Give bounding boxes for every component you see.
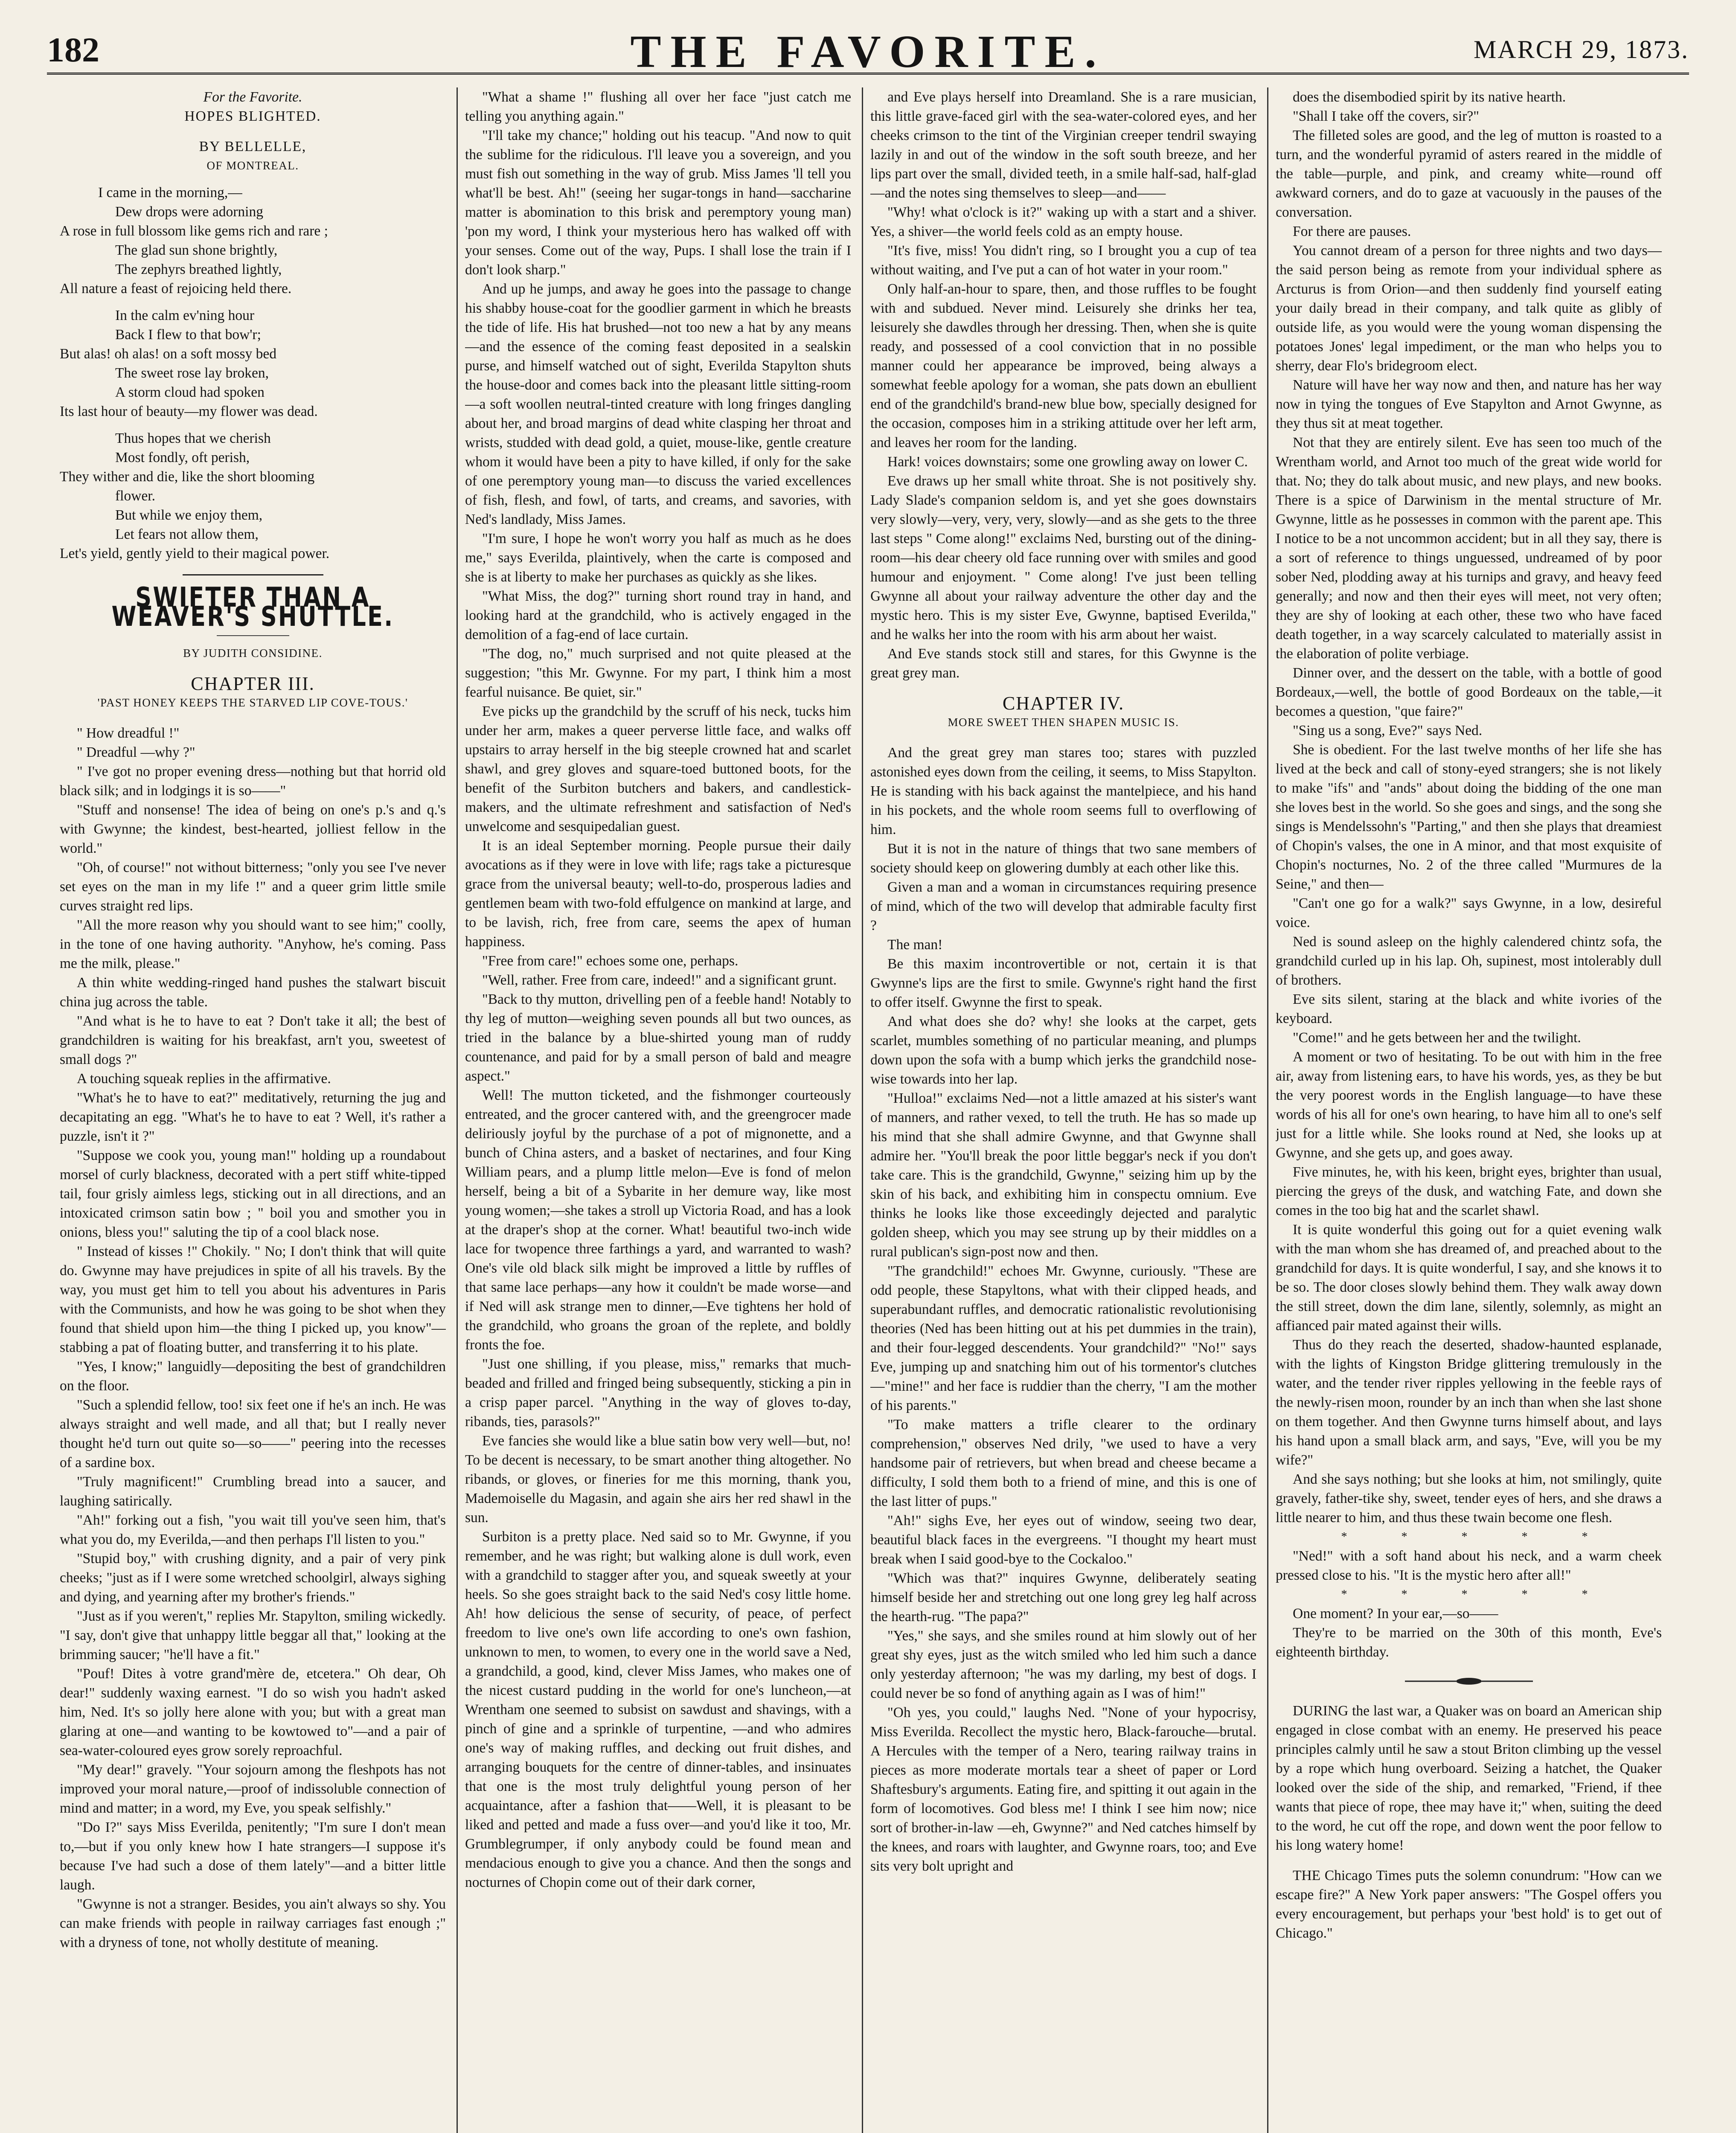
paragraph: "What's he to have to eat?" meditatively, returning the jug and decapitating an egg. "What's he to have to eat ? Well, it's rather a puzzle, isn't it ?"	[60, 1090, 446, 1144]
paragraph: "My dear!" gravely. "Your sojourn among the fleshpots has not improved your moral nature,—proof of indissoluble connection of mind and matter; in a word, my Eve, you speak selfishly."	[60, 1762, 446, 1816]
title-rule	[217, 635, 289, 636]
paragraph: "Do I?" says Miss Everilda, penitently; "I'm sure I don't mean to,—but if you only knew how I hate strangers—I suppose it's because I've had such a dose of them lately"—and a bitter little laugh.	[60, 1819, 446, 1893]
paragraph: "All the more reason why you should want to see him;" coolly, in the tone of one having authority. "Anyhow, he's coming. Pass me the milk, please."	[60, 917, 446, 971]
poem-author: BY BELLELLE,	[199, 139, 307, 154]
paragraph: "Why! what o'clock is it?" waking up with a start and a shiver. Yes, a shiver—the world feels cold as an empty house.	[870, 204, 1256, 239]
section-divider	[183, 574, 323, 575]
masthead: THE FAVORITE.	[630, 26, 1106, 77]
paragraph: Well! The mutton ticketed, and the fishmonger courteously entreated, and the grocer cantered with, and the greengrocer made deliriously joyful by the purchase of a pot of mignonette, and a bunch of China asters, and a basket of nectarines, and four King William pears, and a plump little melon—Eve is fond of melon herself, being a bit of a Sybarite in her demure way, like most young women;—she takes a stroll up Victoria Road, and has a look at the draper's shop at the corner. What! beautiful two-inch wide lace for twopence three farthings a yard, and warranted to wash? One's vile old black silk might be improved a little by ruffles of that same lace perhaps—any how it couldn't be made worse—and if Ned will ask strange men to dinner,—Eve tightens her hold of the grandchild, who groans the groan of the replete, and boldly fronts the foe.	[465, 1087, 851, 1353]
paragraph: "Just as if you weren't," replies Mr. Stapylton, smiling wickedly. "I say, don't give that unhappy little beggar all that," looking at the brimming saucer; "he'll have a fit."	[60, 1608, 446, 1662]
poem-line: The glad sun shone brightly,	[115, 242, 278, 258]
paragraph: "Ah!" forking out a fish, "you wait till you've seen him, that's what you do, my Everilda,—and then perhaps I'll listen to you."	[60, 1512, 446, 1547]
issue-date: MARCH 29, 1873.	[1473, 35, 1689, 64]
column-3	[870, 87, 1256, 2133]
flourish-icon	[1405, 1676, 1533, 1686]
ornament-divider	[1276, 1672, 1662, 1691]
paragraph: Eve sits silent, staring at the black and white ivories of the keyboard.	[1276, 991, 1662, 1026]
poem-stanza-1	[60, 183, 446, 298]
paragraph: "To make matters a trifle clearer to the ordinary comprehension," observes Ned drily, "we used to have a very handsome pair of retrievers, but when bread and cheese became a difficulty, I sold them both to a friend of mine, and this is one of the last litter of pups."	[870, 1417, 1256, 1509]
paragraph: One moment? In your ear,—so——	[1293, 1606, 1498, 1622]
paragraph: And she says nothing; but she looks at him, not smilingly, quite gravely, father-tike shy, sweet, tender eyes of hers, and she draws a little nearer to him, and thus these twain become one flesh.	[1276, 1471, 1662, 1526]
paragraph: "Stuff and nonsense! The idea of being on one's p.'s and q.'s with Gwynne; the kindest, best-hearted, jolliest fellow in the world."	[60, 802, 446, 856]
anecdote: DURING the last war, a Quaker was on board an American ship engaged in close combat with an enemy. He preserved his peace principles calmly until he saw a stout Briton climbing up the vessel by a rope which hung overboard. Seizing a hatchet, the Quaker looked over the side of the ship, and remarked, "Friend, if thee wants that piece of rope, thee may have it;" when, suiting the deed to the word, he cut off the rope, and down went the poor fellow to his long watery home!	[1276, 1703, 1662, 1853]
paragraph: The filleted soles are good, and the leg of mutton is roasted to a turn, and the wonderful pyramid of asters reared in the middle of the table—purple, and pink, and creamy white—round off awkward corners, and do to gaze at vacuously in the pauses of the conversation.	[1276, 128, 1662, 220]
paragraph: "Sing us a song, Eve?" says Ned.	[1293, 723, 1483, 738]
paragraph: " Dreadful —why ?"	[77, 744, 195, 760]
poem-title: HOPES BLIGHTED.	[184, 108, 321, 124]
poem-line: A storm cloud had spoken	[115, 384, 265, 400]
paragraph: "Well, rather. Free from care, indeed!" and a significant grunt.	[482, 972, 837, 988]
paragraph: Dinner over, and the dessert on the table, with a bottle of good Bordeaux,—well, the bottle of good Bordeaux on the table,—it becomes a question, "que faire?"	[1276, 665, 1662, 719]
section-stars: * * * * *	[1341, 1588, 1614, 1601]
paragraph: Nature will have her way now and then, and nature has her way now in tying the tongues of Eve Stapylton and Arnot Gwynne, as they thus sit at meat together.	[1276, 377, 1662, 431]
paragraph: "Pouf! Dites à votre grand'mère de, etcetera." Oh dear, Oh dear!" suddenly waxing earnest. "I do so wish you hadn't asked him, Ned. It's so jolly here alone with you; but with a great man glaring at one—and wanting to be kowtowed to"—and a pair of sea-water-coloured eyes grow sorely reproachful.	[60, 1666, 446, 1758]
chapter-subtitle: MORE SWEET THEN SHAPEN MUSIC IS.	[948, 716, 1179, 729]
paragraph: You cannot dream of a person for three nights and two days—the said person being as remote from your individual sphere as Arcturus is from Orion—and then suddenly find yourself eating your daily bread in their company, and talk quite as glibly of outside life, as you would were the young woman dispensing the potatoes Jones' legal impediment, or the man who helps you to sherry, dear Flo's bridegroom elect.	[1276, 243, 1662, 374]
paragraph: "Just one shilling, if you please, miss," remarks that much-beaded and frilled and fringed being subsequently, sticking a pin in a crisp paper parcel. "Anything in the way of gloves to-day, ribands, ties, parasols?"	[465, 1356, 851, 1430]
paragraph: And what does she do? why! she looks at the carpet, gets scarlet, mumbles something of no particular meaning, and plumps down upon the sofa with a bump which jerks the grandchild nose-wise towards into her lap.	[870, 1014, 1256, 1087]
paragraph: " How dreadful !"	[77, 725, 180, 741]
column-1	[60, 87, 446, 2133]
paragraph: "Can't one go for a walk?" says Gwynne, in a low, desireful voice.	[1276, 895, 1662, 930]
paragraph: and Eve plays herself into Dreamland. She is a rare musician, this little grave-faced girl with the sea-water-colored eyes, and her cheeks crimson to the tint of the Virginian creeper tendril swaying lazily in and out of the window in the soft south breeze, and her lips part over the small, divided teeth, in a smile half-sad, half-glad—and the notes sing themselves to sleep—and——	[870, 89, 1256, 201]
paragraph: "The dog, no," much surprised and not quite pleased at the suggestion; "this Mr. Gwynne. For my part, I think him a most fearful nuisance. Be quiet, sir."	[465, 646, 851, 700]
chapter-heading: CHAPTER III.	[191, 673, 315, 694]
paragraph: And the great grey man stares too; stares with puzzled astonished eyes down from the ceiling, it seems, to Miss Stapylton. He is standing with his back against the mantelpiece, and his hand in his pockets, and the whole room seems full to overflowing of him.	[870, 745, 1256, 837]
poem-line: The sweet rose lay broken,	[115, 365, 269, 381]
paragraph: "Gwynne is not a stranger. Besides, you ain't always so shy. You can make friends with people in railway carriages fast enough ;" with a dryness of tone, not wholly destitute of meaning.	[60, 1896, 446, 1950]
paragraph: "What a shame !" flushing all over her face "just catch me telling you anything again."	[465, 89, 851, 124]
paragraph: "And what is he to have to eat ? Don't take it all; the best of grandchildren is waiting for his breakfast, arn't you, sweetest of small dogs ?"	[60, 1013, 446, 1067]
poem-line: Its last hour of beauty—my flower was dead.	[60, 404, 318, 419]
paragraph: And up he jumps, and away he goes into the passage to change his shabby house-coat for the goodlier garment in which he breasts the tide of life. His hat brushed—not too new a hat by any means—and the essence of the coming feast deposited in a sealskin purse, and himself watched out of sight, Everilda Stapylton shuts the house-door and comes back into the pleasant little sitting-room—a soft woollen neutral-tinted creature with long fringes dangling about her, and broad margins of dead white clasping her throat and wrists, studded with dead gold, a quiet, mouse-like, gentle creature whom it would have been a pity to have killed, if only for the sake of one peremptory young man—to discuss the varied excellences of fish, flesh, and fowl, of tarts, and creams, and savories, with Ned's landlady, Miss James.	[465, 281, 851, 527]
paragraph: "I'll take my chance;" holding out his teacup. "And now to quit the sublime for the ridiculous. I'll leave you a sovereign, and you must fish out something in the way of grub. Miss James 'll tell you what'll be best. Ah!" (seeing her sugar-tongs in hand—saccharine matter is abomination to this brisk and peremptory young man) 'pon my word, I think your mysterious hero has walked off with your senses. Come out of the way, Pups. I shall lose the train if I don't look sharp."	[465, 128, 851, 278]
paragraph: "The grandchild!" echoes Mr. Gwynne, curiously. "These are odd people, these Stapyltons, what with their clipped heads, and superabundant ruffles, and democratic rationalistic revolutionising theories (Ned has been hitting out at his pet dummies in the train), and their four-legged descendents. Your grandchild?" "No!" says Eve, jumping up and snatching him out of his tormentor's clutches—"mine!" and her face is ruddier than the cherry, "I am the mother of his parents."	[870, 1263, 1256, 1413]
poem-line: Dew drops were adorning	[115, 204, 263, 220]
paragraph: She is obedient. For the last twelve months of her life she has lived at the beck and call of stony-eyed strangers; she is not likely to make "ifs" and "ands" about doing the bidding of the one man she loves best in the world. So she goes and sings, and the song she sings is Mendelssohn's "Parting," and then she plays that dreamiest of Chopin's valses, the one in A minor, and that most exquisite of Chopin's nocturnes, No. 2 of the three called "Murmures de la Seine," and then—	[1276, 742, 1662, 892]
poem-line: They wither and die, like the short blooming	[60, 469, 315, 485]
chapter-heading: CHAPTER IV.	[1002, 693, 1125, 714]
paragraph: The man!	[887, 937, 943, 953]
poem-line: All nature a feast of rejoicing held there.	[60, 281, 292, 296]
paragraph: "What Miss, the dog?" turning short round tray in hand, and looking hard at the grandchild, who is actively engaged in the demolition of a fag-end of lace curtain.	[465, 588, 851, 642]
poem-line: I came in the morning,—	[98, 185, 242, 201]
paragraph: "Free from care!" echoes some one, perhaps.	[482, 953, 739, 969]
poem-line: In the calm ev'ning hour	[115, 308, 255, 323]
paragraph: Hark! voices downstairs; some one growling away on lower C.	[887, 454, 1248, 470]
paragraph: "Ned!" with a soft hand about his neck, and a warm cheek pressed close to his. "It is the mystic hero after all!"	[1276, 1548, 1662, 1583]
paragraph: It is quite wonderful this going out for a quiet evening walk with the man whom she has dreamed of, and preached about to the grandchild for days. It is quite wonderful, I say, and she knows it to be so. The door closes slowly behind them. They walk away down the still street, down the dim lane, silently, solemnly, as might an affianced pair mated against their wills.	[1276, 1222, 1662, 1334]
paragraph: "Back to thy mutton, drivelling pen of a feeble hand! Notably to thy leg of mutton—weighing seven pounds all but two ounces, as tried in the balance by a blue-shirted young man of ruddy countenance, and paid for by a small person of bald and meagre aspect."	[465, 991, 851, 1084]
poem-credit: For the Favorite.	[203, 89, 302, 105]
story-text	[60, 724, 446, 1952]
column-rule	[862, 87, 863, 2133]
paragraph: Surbiton is a pretty place. Ned said so to Mr. Gwynne, if you remember, and he was right; but walking alone is dull work, even with a grandchild to stagger after you, and squeak sweetly at your heels. So she goes straight back to the said Ned's cosy little home. Ah! how delicious the sense of security, of peace, of perfect freedom to live one's own life according to one's own fashion, unknown to men, to women, to every one in the world save a Ned, a grandchild, a good, kind, clever Miss James, who makes one of the nicest custard pudding in the world for one's luncheon,—at Wrentham one seemed to subsist on sawdust and shavings, with a pinch of gine and a sprinkle of turpentine, —and who admires one's way of making ruffles, and decking out fruit dishes, and arranging bouquets for the centre of dinner-tables, and insinuates that one is the most truly delightful young person of her acquaintance, after a fashion that——Well, it is pleasant to be liked and petted and made a fuss over—and you'd like it too, Mr. Grumblegrumper, if only anybody could be found mean and mendacious enough to give you a chance. And then the songs and nocturnes of Chopin come out of their dark corner,	[465, 1529, 851, 1890]
paragraph: And Eve stands stock still and stares, for this Gwynne is the great grey man.	[870, 646, 1256, 681]
paragraph: "Oh, of course!" not without bitterness; "only you see I've never set eyes on the man in my life !" and a queer grim little smile curves straight red lips.	[60, 860, 446, 914]
column-4	[1276, 87, 1662, 2133]
chapter-subtitle: 'PAST HONEY KEEPS THE STARVED LIP COVE-TOUS.'	[97, 696, 408, 709]
poem-line: But while we enjoy them,	[115, 507, 263, 523]
page-header	[47, 21, 1689, 75]
poem-line: The zephyrs breathed lightly,	[115, 262, 282, 277]
story-title: SWIFTER THAN A WEAVER'S SHUTTLE.	[111, 582, 394, 633]
paragraph: Not that they are entirely silent. Eve has seen too much of the Wrentham world, and Arnot too much of the great wide world for that. No; they do talk about music, and new plays, and new books. There is a spice of Darwinism in the mental structure of Mr. Gwynne, little as he possesses in common with the parent ape. This I notice to be a not uncommon accident; but in all they say, there is a sort of reference to things unguessed, undreamed of by poor sober Ned, plodding away at his turnips and gravy, and heavy feed generally; and now and then their eyes will meet, not very often; they are shy of looking at each other, these two who have faced death together, in a way scarcely calculated to materially assist in the elaboration of polite verbiage.	[1276, 435, 1662, 662]
story-author: BY JUDITH CONSIDINE.	[183, 647, 323, 660]
paragraph: A touching squeak replies in the affirmative.	[77, 1071, 331, 1087]
paragraph: Be this maxim incontrovertible or not, certain it is that Gwynne's lips are the first to smile. Gwynne's right hand the first to offer itself. Gwynne the first to speak.	[870, 956, 1256, 1010]
paragraph: But it is not in the nature of things that two sane members of society should keep on glowering dumbly at each other like this.	[870, 841, 1256, 876]
page-number: 182	[47, 30, 99, 69]
paragraph: "I'm sure, I hope he won't worry you half as much as he does me," says Everilda, plaintively, when the carte is composed and she is at liberty to make her purchases as quickly as she likes.	[465, 531, 851, 585]
poem-line: Thus hopes that we cherish	[115, 430, 271, 446]
poem-stanza-2	[60, 306, 446, 421]
paragraph: "Such a splendid fellow, too! six feet one if he's an inch. He was always straight and well made, and all that; but I really never thought he'd turn out quite so—so——" peering into the recesses of a sardine box.	[60, 1397, 446, 1470]
paragraph: "Hulloa!" exclaims Ned—not a little amazed at his sister's want of manners, and rather vexed, to tell the truth. He has so made up his mind that she shall admire Gwynne, and that Gwynne shall admire her. "You'll break the poor little beggar's neck if you don't take care. This is the grandchild, Gwynne," seizing him up by the skin of his back, and exhibiting him in conspectu omnium. Eve thinks he looks like those exceedingly dejected and paralytic golden sheep, which you may see strung up by their middles on a rural publican's sign-post now and then.	[870, 1090, 1256, 1260]
paragraph: A thin white wedding-ringed hand pushes the stalwart biscuit china jug across the table.	[60, 975, 446, 1010]
paragraph: It is an ideal September morning. People pursue their daily avocations as if they were in love with life; rags take a picturesque grace from the universal beauty; well-to-do, prosperous ladies and gentlemen beam with two-fold effulgence on mankind at large, and to be lavish, rich, free from care, seems the apex of human happiness.	[465, 838, 851, 950]
paragraph: "Which was that?" inquires Gwynne, deliberately seating himself beside her and stretching out one long grey leg half across the hearth-rug. "The papa?"	[870, 1570, 1256, 1624]
poem-line: Let fears not allow them,	[115, 526, 259, 542]
poem-line: Back I flew to that bow'r;	[115, 327, 261, 343]
paragraph: Thus do they reach the deserted, shadow-haunted esplanade, with the lights of Kingston Bridge glittering tremulously in the water, and the tender river ripples yellowing in the feeble rays of the newly-risen moon, rounder by an inch than when she last shone on them together. And then Gwynne turns himself about, and lays his hand upon a small black arm, and says, "Eve, will you be my wife?"	[1276, 1337, 1662, 1468]
paragraph: For there are pauses.	[1293, 224, 1411, 239]
paragraph: They're to be married on the 30th of this month, Eve's eighteenth birthday.	[1276, 1625, 1662, 1660]
poem-place: OF MONTREAL.	[206, 159, 299, 172]
paragraph: "Suppose we cook you, young man!" holding up a roundabout morsel of curly blackness, decorated with a pert stiff white-tipped tail, four grisly aimless legs, sticking out in all directions, and an intoxicated crimson satin bow ; " boil you and smother you in onions, bless you!" saluting the tip of a cool black nose.	[60, 1148, 446, 1240]
paragraph: Only half-an-hour to spare, then, and those ruffles to be fought with and subdued. Never mind. Leisurely she drinks her tea, leisurely she dawdles through her dressing. Then, when she is quite ready, and possessed of a cool conviction that in no possible manner could her appearance be improved, being always a somewhat feeble apology for a woman, she pats down an ebullient end of the grandchild's brand-new blue bow, specially designed for the occasion, composes him in a striking attitude over her left arm, and leaves her room for the landing.	[870, 281, 1256, 450]
poem-stanza-3	[60, 429, 446, 563]
paragraph: "Ah!" sighs Eve, her eyes out of window, seeing two dear, beautiful black faces in the evergreens. "I thought my heart must break when I said good-bye to the Cockaloo."	[870, 1513, 1256, 1567]
paragraph: Eve fancies she would like a blue satin bow very well—but, no! To be decent is necessary, to be smart another thing altogether. No ribands, or gloves, or fineries for me this morning, thank you, Mademoiselle du Magasin, and again she airs her red shawl in the sun.	[465, 1433, 851, 1526]
paragraph: Ned is sound asleep on the highly calendered chintz sofa, the grandchild curled up in his lap. Oh, supinest, most intolerably dull of brothers.	[1276, 934, 1662, 988]
paragraph: Eve draws up her small white throat. She is not positively shy. Lady Slade's companion seldom is, and yet she goes downstairs very slowly—very, very, very, slowly—and as she gets to the three last steps " Come along!" exclaims Ned, bursting out of the dining-room—his dear cheery old face running over with smiles and good humour and enjoyment. " Come along! I've just been telling Gwynne all about your railway adventure the other day and the mystic hero. This is my sister Eve, Gwynne, baptised Everilda," and he walks her into the room with his arm about her waist.	[870, 473, 1256, 642]
paragraph: "Yes, I know;" languidly—depositing the best of grandchildren on the floor.	[60, 1359, 446, 1394]
column-rule	[1267, 87, 1268, 2133]
paragraph: "Stupid boy," with crushing dignity, and a pair of very pink cheeks; "just as if I were some wretched schoolgirl, always sighing and dying, and yearning after my brother's friends."	[60, 1551, 446, 1605]
paragraph: Five minutes, he, with his keen, bright eyes, brighter than usual, piercing the greys of the dusk, and watching Fate, and down she comes in the too big hat and the scarlet shawl.	[1276, 1164, 1662, 1218]
paragraph: " Instead of kisses !" Chokily. " No; I don't think that will quite do. Gwynne may have prejudices in spite of all his travels. By the way, you must get him to tell you about his adventures in Paris with the Communists, and how he was going to be shot when they found that shield upon him—the thing I picked up, you know"—stabbing a pat of floating butter, and transferring it to his plate.	[60, 1244, 446, 1355]
paragraph: Eve picks up the grandchild by the scruff of his neck, tucks him under her arm, makes a queer perverse little face, and walks off upstairs to array herself in the big steeple crowned hat and scarlet shawl, and grey gloves and square-toed buttoned boots, for the benefit of the Surbiton butchers and bakers, and candlestick-makers, and the ultimate refreshment and satisfaction of Ned's unwelcome and sesquipedalian guest.	[465, 703, 851, 834]
paragraph: does the disembodied spirit by its native hearth.	[1293, 89, 1566, 105]
paragraph: Given a man and a woman in circumstances requiring presence of mind, which of the two will develop that admirable faculty first ?	[870, 879, 1256, 933]
section-stars: * * * * *	[1341, 1530, 1614, 1543]
paragraph: "It's five, miss! You didn't ring, so I brought you a cup of tea without waiting, and I've put a can of hot water in your room."	[870, 243, 1256, 278]
poem-line: A rose in full blossom like gems rich and rare ;	[60, 223, 328, 239]
column-rule	[457, 87, 458, 2133]
poem-line: Most fondly, oft perish,	[115, 450, 250, 465]
paragraph: "Yes," she says, and she smiles round at him slowly out of her great shy eyes, just as the witch smiled who led him such a dance only yesterday afternoon; "he was my darling, my best of dogs. I could never be so fond of anything again as I was of him!"	[870, 1628, 1256, 1701]
column-2	[465, 87, 851, 2133]
poem-line: Let's yield, gently yield to their magical power.	[60, 546, 330, 561]
paragraph: "Shall I take off the covers, sir?"	[1293, 108, 1479, 124]
paragraph: A moment or two of hesitating. To be out with him in the free air, away from listening ears, to have his words, yes, as they be but the very poorest words in the English language—to have these words of his all for one's own hearing, to have him all to one's self just for a little while. She looks round at Ned, she looks up at Gwynne, and she gets up, and goes away.	[1276, 1049, 1662, 1161]
paragraph: " I've got no proper evening dress—nothing but that horrid old black silk; and in lodgings it is so——"	[60, 764, 446, 799]
poem-line: But alas! oh alas! on a soft mossy bed	[60, 346, 276, 362]
poem-line: flower.	[115, 488, 155, 504]
paragraph: "Come!" and he gets between her and the twilight.	[1293, 1030, 1581, 1046]
paragraph: "Truly magnificent!" Crumbling bread into a saucer, and laughing satirically.	[60, 1474, 446, 1509]
paragraph: "Oh yes, you could," laughs Ned. "None of your hypocrisy, Miss Everilda. Recollect the mystic hero, Black-farouche—brutal. A Hercules with the temper of a Nero, tearing railway trains in pieces as more moderate mortals tear a sheet of paper or Lord Shaftesbury's arguments. Eating fire, and spitting it out again in the form of locomotives. God bless me! I think I see him now; nice sort of brother-in-law —eh, Gwynne?" and Ned catches himself by the knees, and roars with laughter, and Gwynne roars, too; and Eve sits very bolt upright and	[870, 1705, 1256, 1874]
anecdote: THE Chicago Times puts the solemn conundrum: "How can we escape fire?" A New York paper answers: "The Gospel offers you every encouragement, but perhaps your 'best hold' is to get out of Chicago."	[1276, 1868, 1662, 1941]
